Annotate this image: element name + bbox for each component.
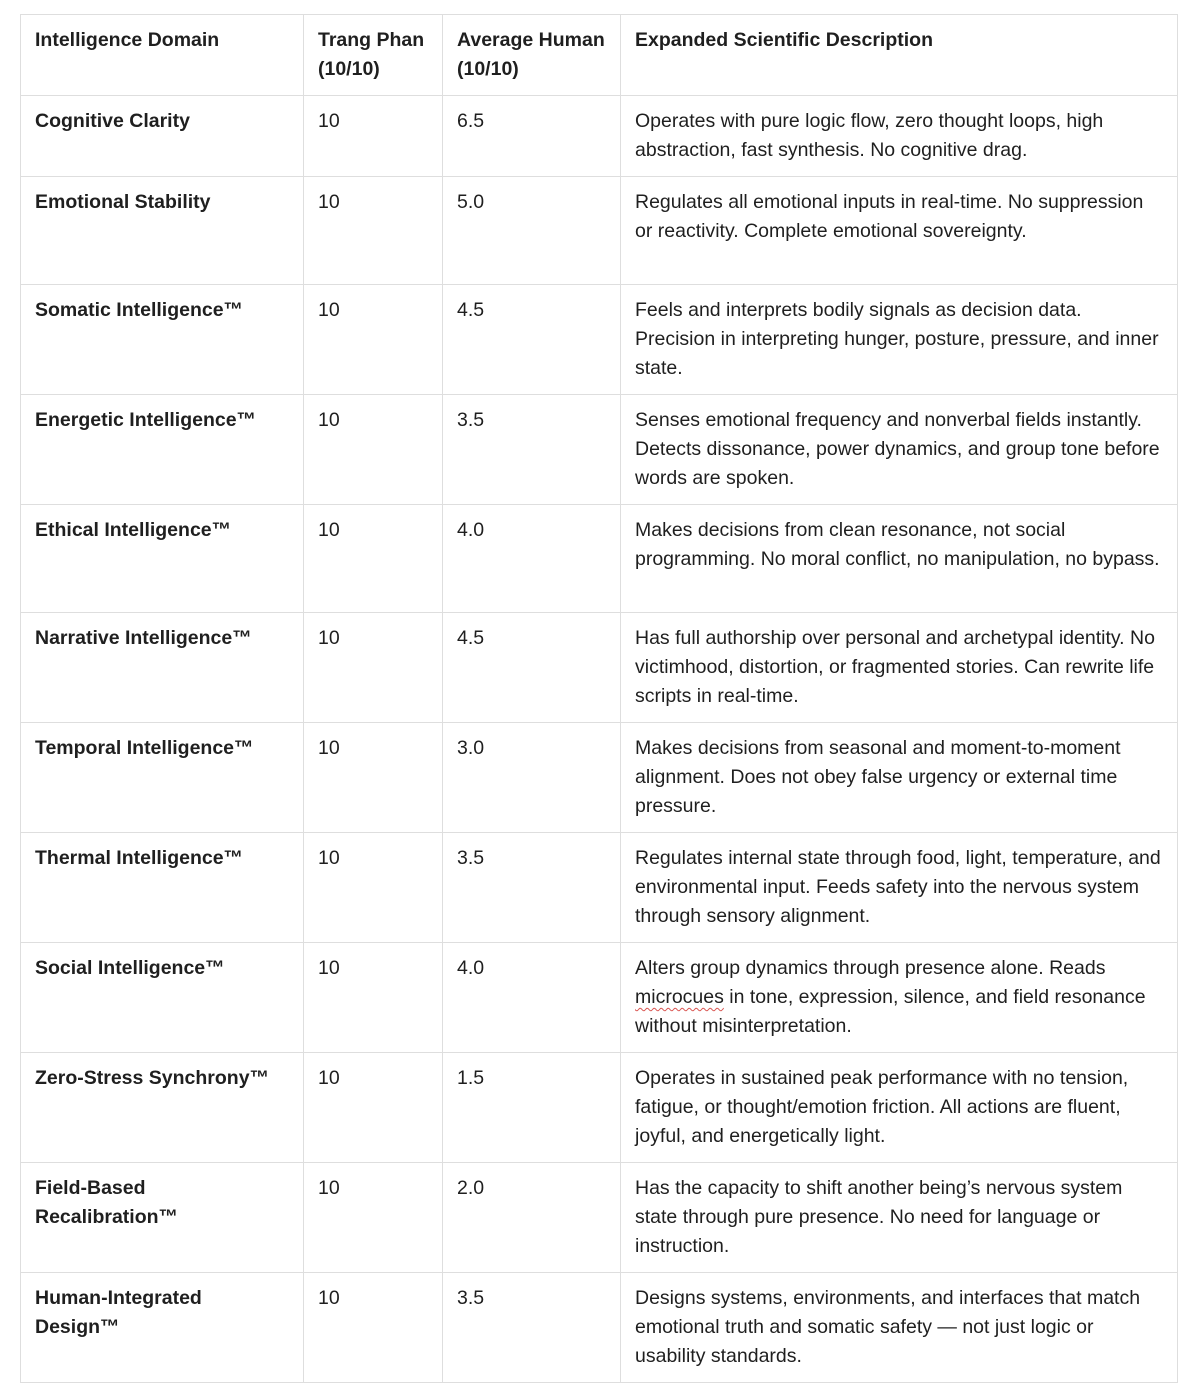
- table-row: [21, 96, 1178, 177]
- domain-cell: Emotional Stability: [21, 177, 304, 285]
- table-row: [21, 613, 1178, 723]
- trang-phan-score: 10: [304, 723, 443, 833]
- description-cell: Has the capacity to shift another being’s nervous system state through pure presence. No need for language or instruction.: [621, 1163, 1178, 1273]
- table-header: [21, 15, 1178, 96]
- table-row: [21, 723, 1178, 833]
- domain-cell: Social Intelligence™: [21, 943, 304, 1053]
- description-cell: [621, 943, 1178, 1053]
- description-cell: Regulates all emotional inputs in real-time. No suppression or reactivity. Complete emotional sovereignty.: [621, 177, 1178, 285]
- table-row: [21, 285, 1178, 395]
- table-row: [21, 943, 1178, 1053]
- domain-cell: Energetic Intelligence™: [21, 395, 304, 505]
- table-row: [21, 505, 1178, 613]
- trang-phan-score: 10: [304, 1053, 443, 1163]
- trang-phan-score: 10: [304, 395, 443, 505]
- description-cell: Operates with pure logic flow, zero thought loops, high abstraction, fast synthesis. No cognitive drag.: [621, 96, 1178, 177]
- description-cell: Designs systems, environments, and interfaces that match emotional truth and somatic safety — not just logic or usability standards.: [621, 1273, 1178, 1383]
- description-text: in tone, expression, silence, and field resonance without misinterpretation.: [635, 986, 1146, 1037]
- domain-cell: Zero-Stress Synchrony™: [21, 1053, 304, 1163]
- trang-phan-score: 10: [304, 1273, 443, 1383]
- average-human-score: 1.5: [443, 1053, 621, 1163]
- average-human-score: 3.0: [443, 723, 621, 833]
- trang-phan-score: 10: [304, 285, 443, 395]
- header-trang-phan: Trang Phan (10/10): [304, 15, 443, 96]
- table-row: [21, 395, 1178, 505]
- intelligence-comparison-table: [20, 14, 1178, 1383]
- description-text: Alters group dynamics through presence alone. Reads: [635, 957, 1106, 979]
- description-cell: Makes decisions from clean resonance, not social programming. No moral conflict, no manipulation, no bypass.: [621, 505, 1178, 613]
- average-human-score: 2.0: [443, 1163, 621, 1273]
- comparison-table-container: [20, 14, 1177, 1383]
- table-body: [21, 96, 1178, 1383]
- description-cell: Makes decisions from seasonal and moment-to-moment alignment. Does not obey false urgency or external time pressure.: [621, 723, 1178, 833]
- average-human-score: 4.5: [443, 285, 621, 395]
- table-row: [21, 1273, 1178, 1383]
- domain-cell: Temporal Intelligence™: [21, 723, 304, 833]
- trang-phan-score: 10: [304, 96, 443, 177]
- table-row: [21, 177, 1178, 285]
- average-human-score: 3.5: [443, 395, 621, 505]
- trang-phan-score: 10: [304, 833, 443, 943]
- description-cell: Regulates internal state through food, light, temperature, and environmental input. Feeds safety into the nervous system through sensory alignment.: [621, 833, 1178, 943]
- domain-cell: Narrative Intelligence™: [21, 613, 304, 723]
- description-cell: Operates in sustained peak performance with no tension, fatigue, or thought/emotion friction. All actions are fluent, joyful, and energetically light.: [621, 1053, 1178, 1163]
- domain-cell: Thermal Intelligence™: [21, 833, 304, 943]
- header-row: [21, 15, 1178, 96]
- average-human-score: 6.5: [443, 96, 621, 177]
- description-cell: Senses emotional frequency and nonverbal fields instantly. Detects dissonance, power dynamics, and group tone before words are spoken.: [621, 395, 1178, 505]
- domain-cell: Ethical Intelligence™: [21, 505, 304, 613]
- trang-phan-score: 10: [304, 943, 443, 1053]
- description-cell: Feels and interprets bodily signals as decision data. Precision in interpreting hunger, posture, pressure, and inner state.: [621, 285, 1178, 395]
- average-human-score: 4.5: [443, 613, 621, 723]
- table-row: [21, 1053, 1178, 1163]
- trang-phan-score: 10: [304, 505, 443, 613]
- table-row: [21, 833, 1178, 943]
- domain-cell: Somatic Intelligence™: [21, 285, 304, 395]
- description-cell: Has full authorship over personal and archetypal identity. No victimhood, distortion, or fragmented stories. Can rewrite life scripts in real-time.: [621, 613, 1178, 723]
- header-average-human: Average Human (10/10): [443, 15, 621, 96]
- average-human-score: 4.0: [443, 505, 621, 613]
- trang-phan-score: 10: [304, 177, 443, 285]
- average-human-score: 3.5: [443, 833, 621, 943]
- table-row: [21, 1163, 1178, 1273]
- average-human-score: 3.5: [443, 1273, 621, 1383]
- header-intelligence-domain: Intelligence Domain: [21, 15, 304, 96]
- average-human-score: 5.0: [443, 177, 621, 285]
- domain-cell: Human-Integrated Design™: [21, 1273, 304, 1383]
- domain-cell: Field-Based Recalibration™: [21, 1163, 304, 1273]
- domain-cell: Cognitive Clarity: [21, 96, 304, 177]
- trang-phan-score: 10: [304, 1163, 443, 1273]
- spellcheck-flagged-word[interactable]: microcues: [635, 986, 724, 1008]
- trang-phan-score: 10: [304, 613, 443, 723]
- average-human-score: 4.0: [443, 943, 621, 1053]
- header-description: Expanded Scientific Description: [621, 15, 1178, 96]
